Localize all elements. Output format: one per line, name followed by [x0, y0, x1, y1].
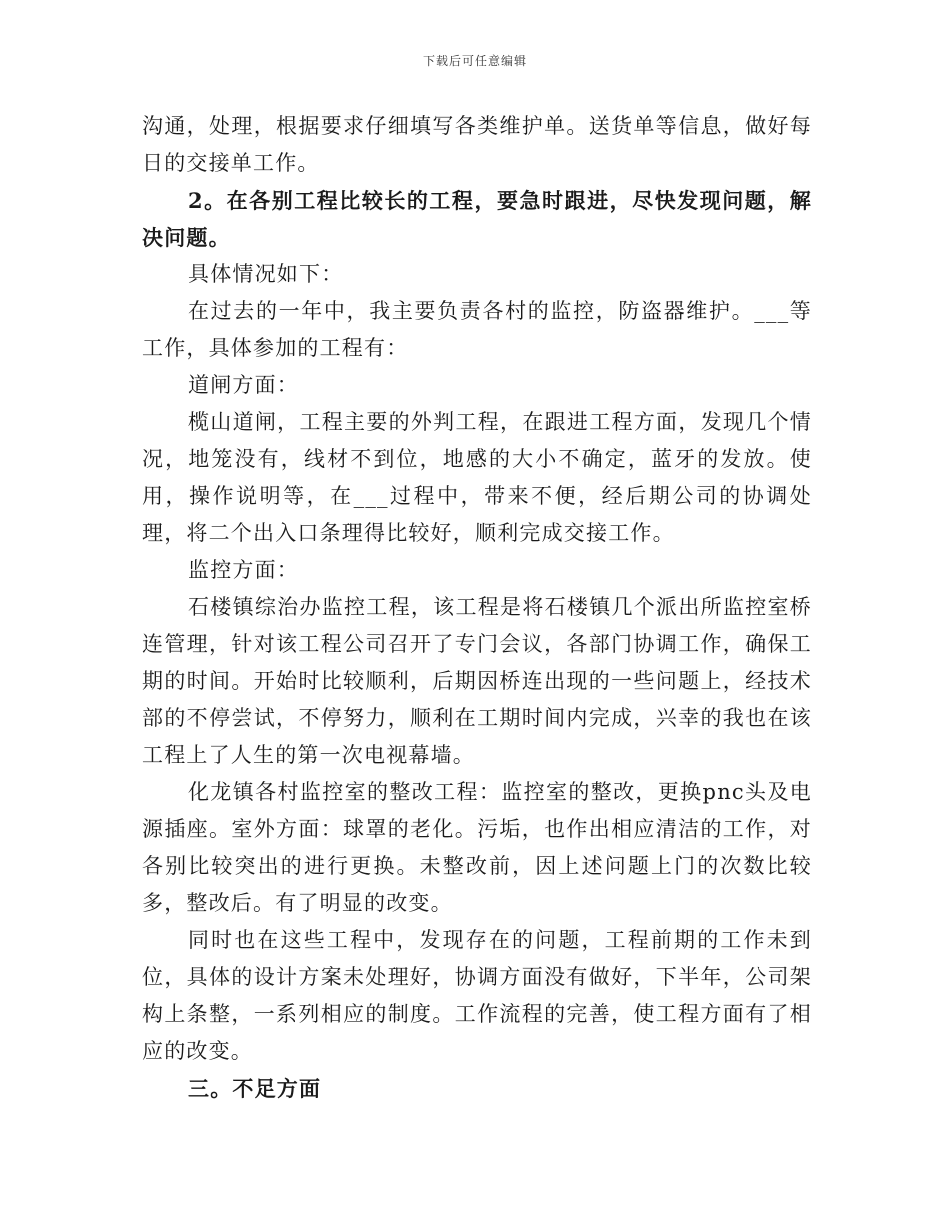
paragraph-10: 同时也在这些工程中，发现存在的问题，工程前期的工作未到位，具体的设计方案未处理好，协调方面没有做好，下半年，公司架构上条整，一系列相应的制度。工作流程的完善，使工程方面有了相应的改变。	[142, 928, 812, 1063]
paragraph-4: 在过去的一年中，我主要负责各村的监控，防盗器维护。___等工作，具体参加的工程有：	[142, 299, 812, 360]
paragraph-6: 榄山道闸，工程主要的外判工程，在跟进工程方面，发现几个情况，地笼没有，线材不到位，地感的大小不确定，蓝牙的发放。使用，操作说明等，在___过程中，带来不便，经后期公司的协调处理，将二个出入口条理得比较好，顺利完成交接工作。	[142, 410, 812, 545]
subheading-barrier-gate: 道闸方面：	[188, 373, 299, 397]
paragraph-1: 沟通，处理，根据要求仔细填写各类维护单。送货单等信息，做好每日的交接单工作。	[142, 114, 812, 175]
paragraph-3: 具体情况如下：	[188, 262, 344, 286]
paragraph-8: 石楼镇综治办监控工程，该工程是将石楼镇几个派出所监控室桥连管理，针对该工程公司召开了专门会议，各部门协调工作，确保工期的时间。开始时比较顺利，后期因桥连出现的一些问题上，经技术部的不停尝试，不停努力，顺利在工期时间内完成，兴幸的我也在该工程上了人生的第一次电视幕墙。	[142, 595, 812, 767]
section-heading-2: 2。在各别工程比较长的工程，要急时跟进，尽快发现问题，解决问题。	[142, 188, 812, 250]
document-body	[142, 108, 812, 1107]
paragraph-9: 化龙镇各村监控室的整改工程：监控室的整改，更换pnc头及电源插座。室外方面：球罩的老化。污垢，也作出相应清洁的工作，对各别比较突出的进行更换。未整改前，因上述问题上门的次数比较多，整改后。有了明显的改变。	[142, 780, 812, 915]
subheading-monitoring: 监控方面：	[188, 558, 299, 582]
section-heading-3: 三。不足方面	[188, 1076, 322, 1101]
page-header: 下载后可任意编辑	[422, 54, 527, 68]
